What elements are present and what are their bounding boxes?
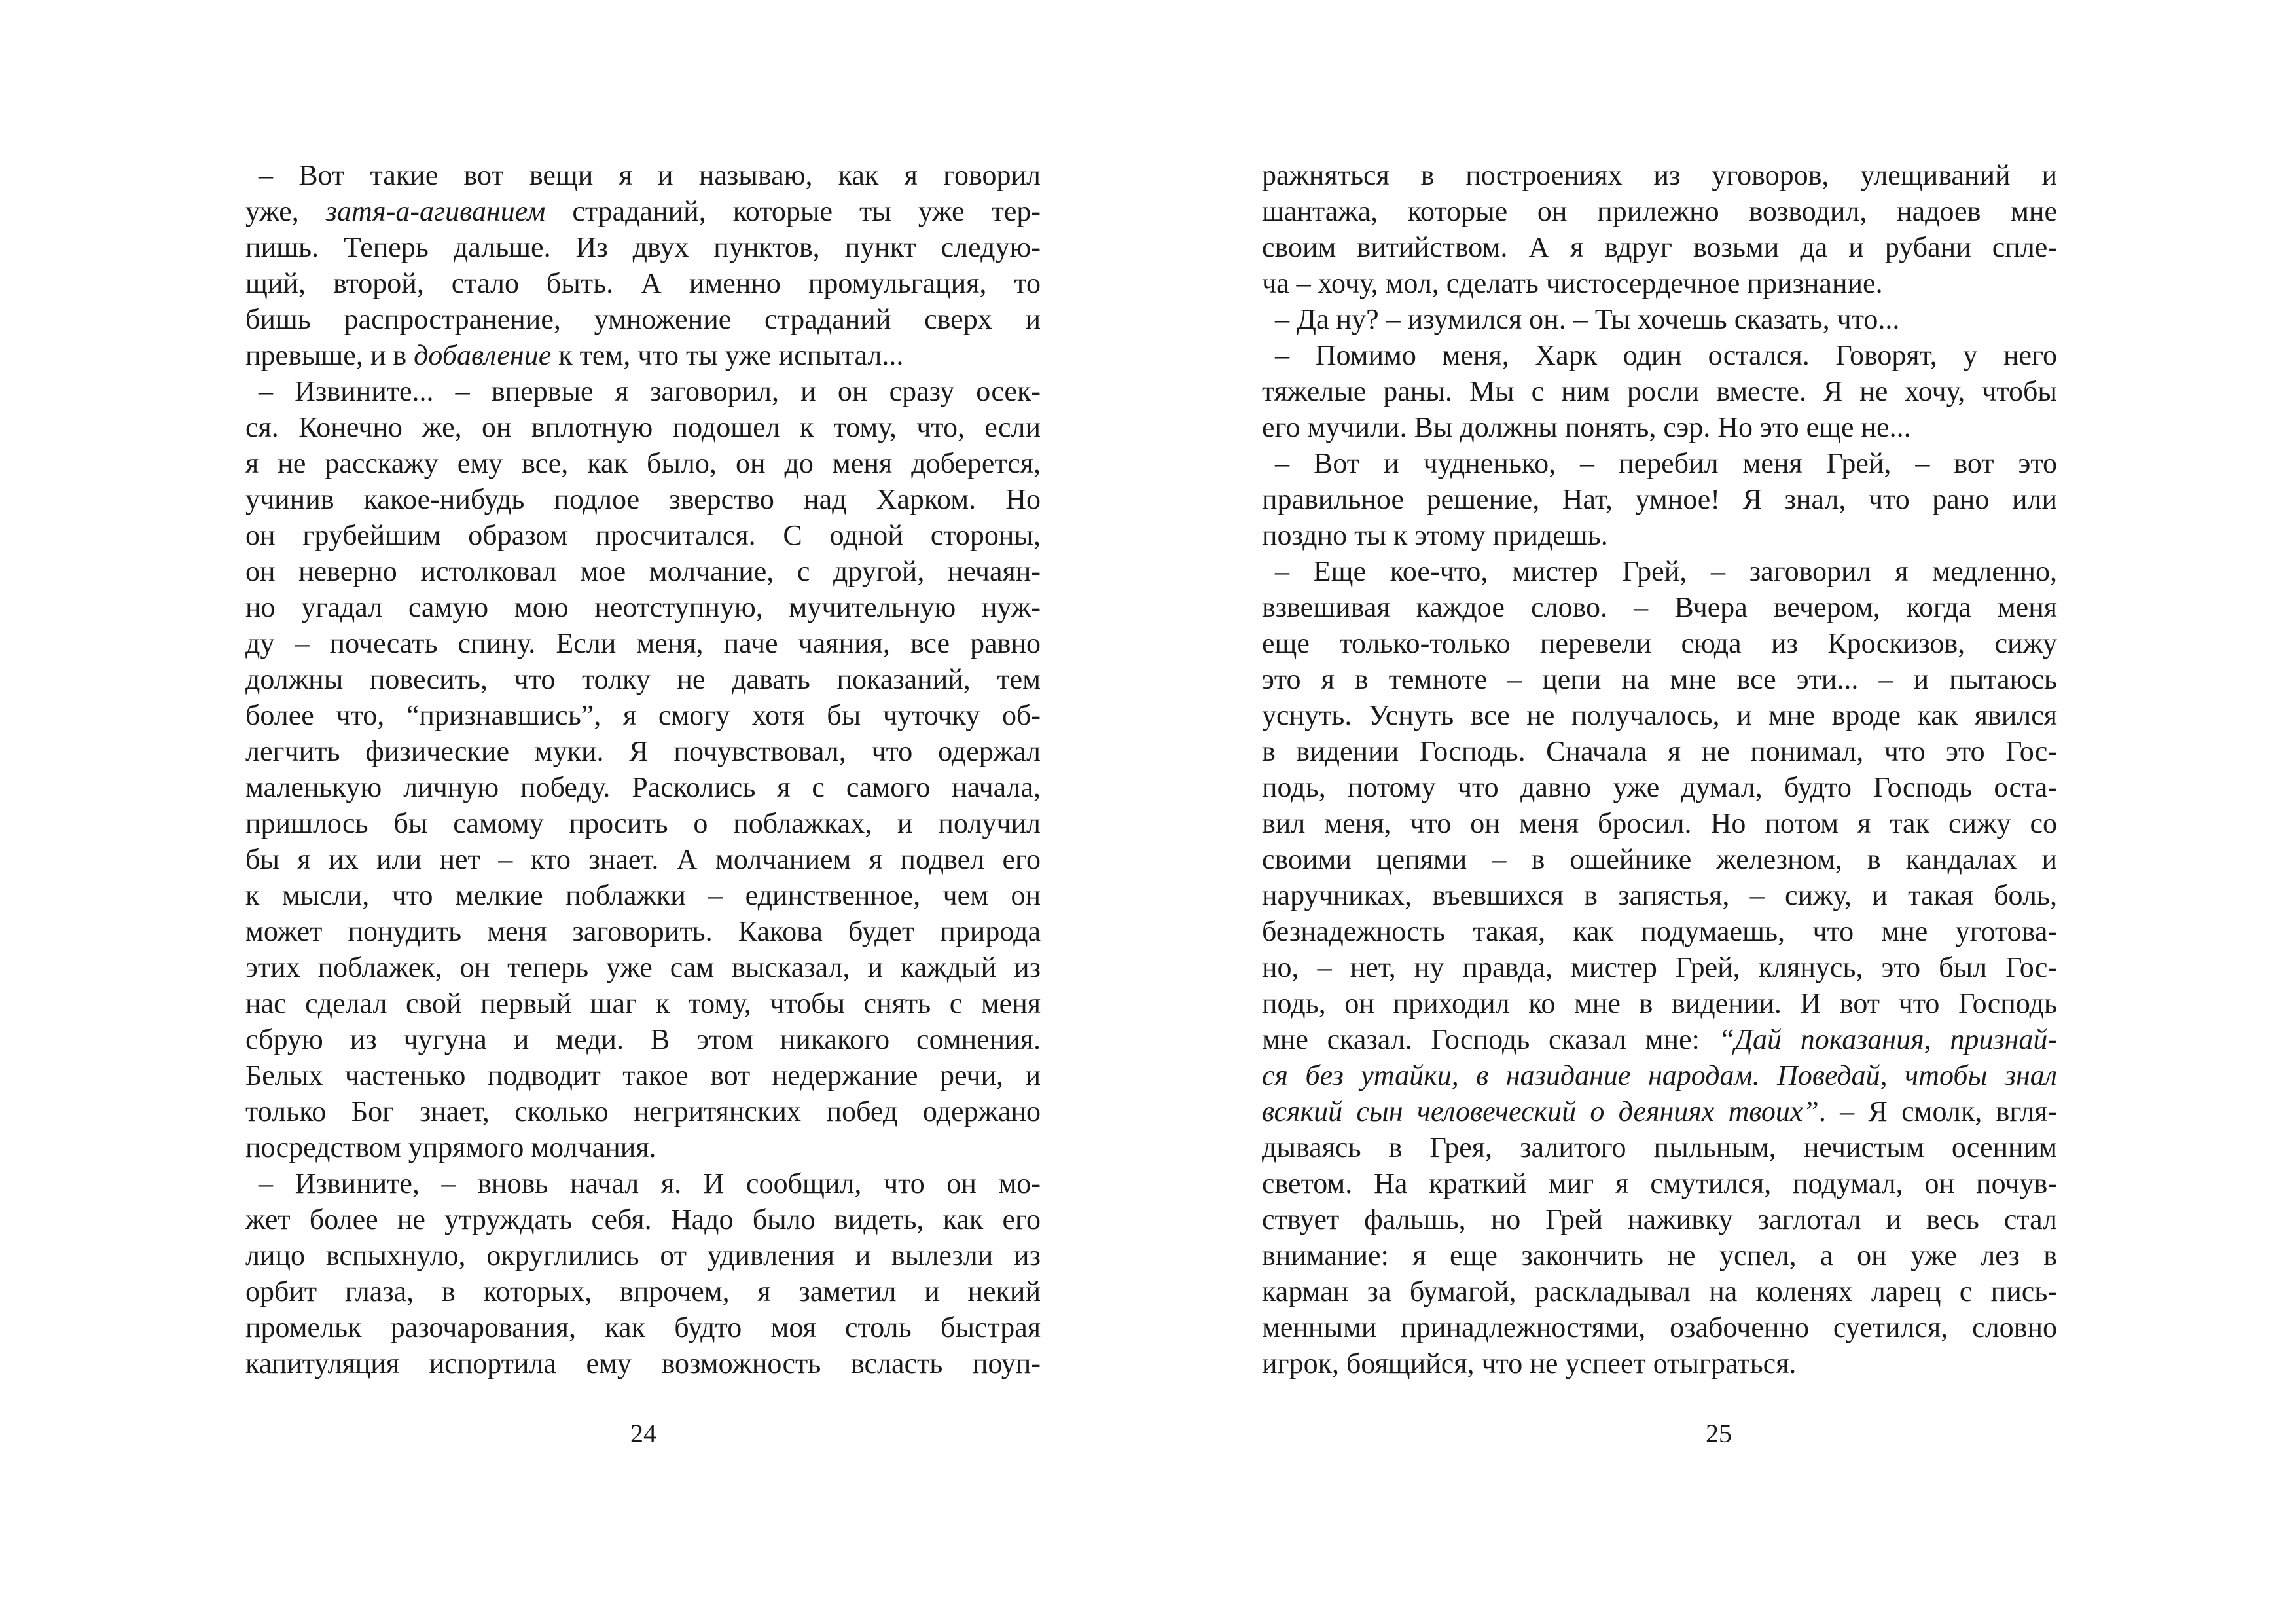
text-line: жет более не утруждать себя. Надо было видеть, как его — [245, 1203, 1041, 1235]
text-line: – Да ну? – изумился он. – Ты хочешь сказать, что... — [1275, 303, 1900, 335]
text-line: но, – нет, ну правда, мистер Грей, клянусь, это был Гос- — [1262, 951, 2057, 983]
text-line: может понудить меня заговорить. Какова будет природа — [245, 915, 1041, 947]
text-line: – Еще кое-что, мистер Грей, – заговорил я медленно, — [1275, 555, 2057, 587]
right-page — [1148, 0, 2296, 1623]
text-line — [245, 193, 1041, 229]
italic-text: добавление — [414, 339, 552, 371]
text-line: – Вот такие вот вещи я и называю, как я говорил — [259, 159, 1041, 191]
text-segment: мне сказал. Господь сказал мне: — [1262, 1023, 1719, 1055]
text-line: правильное решение, Нат, умное! Я знал, что рано или — [1262, 483, 2057, 515]
text-line: нас сделал свой первый шаг к тому, чтобы снять с меня — [245, 987, 1041, 1019]
text-line — [1262, 1057, 2057, 1093]
page-number-left: 24 — [630, 1419, 656, 1448]
text-line: внимание: я еще закончить не успел, а он уже лез в — [1262, 1239, 2057, 1271]
text-segment: к тем, что ты уже испытал... — [551, 339, 904, 371]
text-line: шантажа, которые он прилежно возводил, надоев мне — [1262, 195, 2057, 227]
text-segment: уже, — [245, 195, 326, 227]
text-line: капитуляция испортила ему возможность всласть поуп- — [245, 1347, 1041, 1379]
text-segment: . – Я смолк, вгля- — [1818, 1095, 2057, 1127]
text-line: уснуть. Уснуть все не получалось, и мне вроде как явился — [1262, 699, 2057, 731]
text-line: ся. Конечно же, он вплотную подошел к тому, что, если — [245, 411, 1041, 443]
text-line: этих поблажек, он теперь уже сам высказал, и каждый из — [245, 951, 1041, 983]
text-line: игрок, боящийся, что не успеет отыграться. — [1262, 1347, 1797, 1379]
text-line: я не расскажу ему все, как было, он до меня доберется, — [245, 447, 1041, 479]
italic-text: всякий сын человеческий о деяниях твоих” — [1262, 1095, 1819, 1127]
text-line: щий, второй, стало быть. А именно промульгация, то — [245, 267, 1041, 299]
text-line: промельк разочарования, как будто моя столь быстрая — [245, 1311, 1041, 1343]
text-line: к мысли, что мелкие поблажки – единственное, чем он — [245, 879, 1041, 911]
text-line: более что, “признавшись”, я смогу хотя бы чуточку об- — [245, 699, 1041, 731]
text-line: подь, потому что давно уже думал, будто Господь оста- — [1262, 771, 2057, 803]
text-line: он грубейшим образом просчитался. С одной стороны, — [245, 519, 1041, 551]
text-line: Белых частенько подводит такое вот недержание речи, и — [245, 1059, 1041, 1091]
page-number-right: 25 — [1706, 1419, 1732, 1448]
text-line: пишь. Теперь дальше. Из двух пунктов, пункт следую- — [245, 231, 1041, 263]
italic-text: ся без утайки, в назидание народам. Поведай, чтобы знал — [1262, 1059, 2057, 1091]
text-line: карман за бумагой, раскладывал на коленях ларец с пись- — [1262, 1275, 2057, 1307]
text-line: маленькую личную победу. Расколись я с самого начала, — [245, 771, 1041, 803]
text-line: тяжелые раны. Мы с ним росли вместе. Я не хочу, чтобы — [1262, 375, 2057, 407]
text-line: ствует фальшь, но Грей наживку заглотал и весь стал — [1262, 1203, 2057, 1235]
text-line: светом. На краткий миг я смутился, подумал, он почув- — [1262, 1167, 2057, 1199]
text-line: ражняться в построениях из уговоров, улещиваний и — [1262, 159, 2057, 191]
text-line: лицо вспыхнуло, округлились от удивления и вылезли из — [245, 1239, 1041, 1271]
text-line: должны повесить, что толку не давать показаний, тем — [245, 663, 1041, 695]
text-line: ду – почесать спину. Если меня, паче чаяния, все равно — [245, 627, 1041, 659]
text-line: орбит глаза, в которых, впрочем, я заметил и некий — [245, 1275, 1041, 1307]
text-line: его мучили. Вы должны понять, сэр. Но это еще не... — [1262, 411, 1911, 443]
text-line: менными принадлежностями, озабоченно суетился, словно — [1262, 1311, 2057, 1343]
text-line: он неверно истолковал мое молчание, с другой, нечаян- — [245, 555, 1041, 587]
text-line: еще только-только перевели сюда из Кроскизов, сижу — [1262, 627, 2057, 659]
right-page-text — [1262, 157, 2057, 1381]
text-line — [245, 337, 1041, 373]
left-page-text — [245, 157, 1041, 1381]
text-line: взвешивая каждое слово. – Вчера вечером, когда меня — [1262, 591, 2057, 623]
text-line: только Бог знает, сколько негритянских побед одержано — [245, 1095, 1041, 1127]
text-line: легчить физические муки. Я почувствовал, что одержал — [245, 735, 1041, 767]
text-line — [1262, 1021, 2057, 1057]
text-line: это я в темноте – цепи на мне все эти... – и пытаюсь — [1262, 663, 2057, 695]
text-line: своим витийством. А я вдруг возьми да и рубани спле- — [1262, 231, 2057, 263]
text-line: пришлось бы самому просить о поблажках, и получил — [245, 807, 1041, 839]
text-segment: страданий, которые ты уже тер- — [545, 195, 1041, 227]
text-line: наручниках, въевшихся в запястья, – сижу, и такая боль, — [1262, 879, 2057, 911]
italic-text: затя-а-агиванием — [325, 195, 546, 227]
text-line: поздно ты к этому придешь. — [1262, 519, 1608, 551]
text-line: сбрую из чугуна и меди. В этом никакого сомнения. — [245, 1023, 1041, 1055]
text-line: посредством упрямого молчания. — [245, 1131, 656, 1163]
text-line: – Помимо меня, Харк один остался. Говорят, у него — [1275, 339, 2057, 371]
text-line: – Извините, – вновь начал я. И сообщил, что он мо- — [259, 1167, 1041, 1199]
text-line: учинив какое-нибудь подлое зверство над Харком. Но — [245, 483, 1041, 515]
text-line: бишь распространение, умножение страданий сверх и — [245, 303, 1041, 335]
text-line: ча – хочу, мол, сделать чистосердечное признание. — [1262, 267, 1883, 299]
text-line: бы я их или нет – кто знает. А молчанием я подвел его — [245, 843, 1041, 875]
text-line: но угадал самую мою неотступную, мучительную нуж- — [245, 591, 1041, 623]
text-line: подь, он приходил ко мне в видении. И вот что Господь — [1262, 987, 2057, 1019]
text-line: в видении Господь. Сначала я не понимал, что это Гос- — [1262, 735, 2057, 767]
text-line — [1262, 1093, 2057, 1129]
text-line: дываясь в Грея, залитого пыльным, нечистым осенним — [1262, 1131, 2057, 1163]
text-line: безнадежность такая, как подумаешь, что мне уготова- — [1262, 915, 2057, 947]
italic-text: “Дай показания, признай- — [1718, 1023, 2057, 1055]
text-segment: превыше, и в — [245, 339, 414, 371]
text-line: – Вот и чудненько, – перебил меня Грей, – вот это — [1275, 447, 2057, 479]
text-line: вил меня, что он меня бросил. Но потом я так сижу со — [1262, 807, 2057, 839]
text-line: – Извините... – впервые я заговорил, и он сразу осек- — [259, 375, 1041, 407]
text-line: своими цепями – в ошейнике железном, в кандалах и — [1262, 843, 2057, 875]
